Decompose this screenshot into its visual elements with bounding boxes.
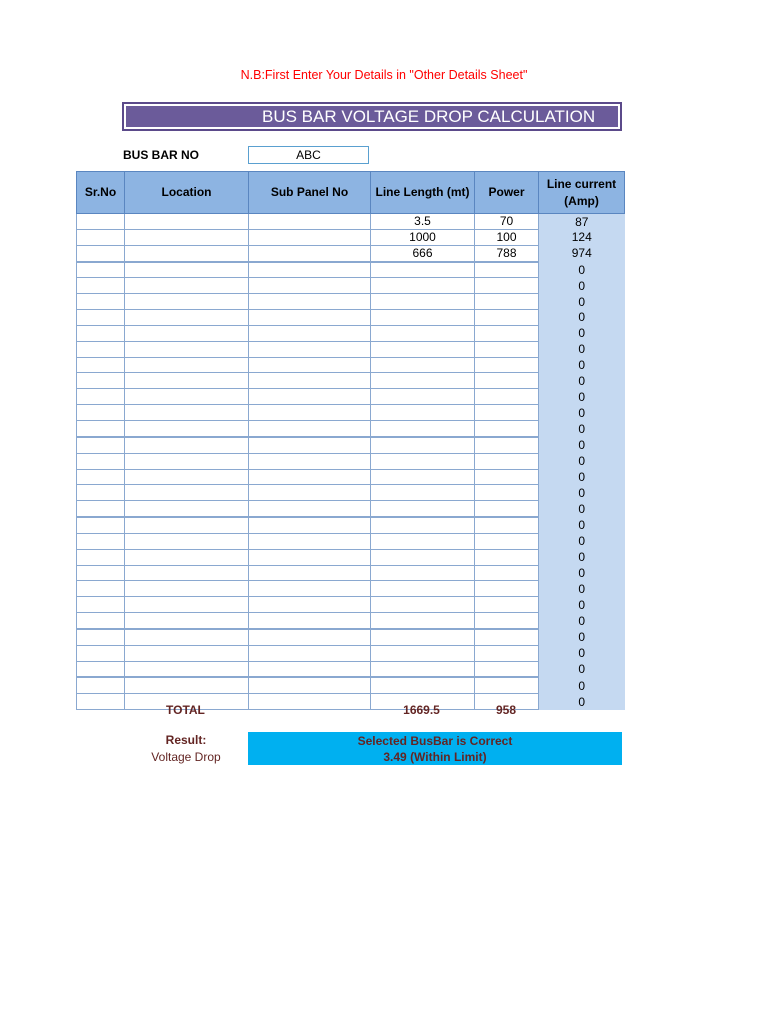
- cell-srno[interactable]: [77, 420, 125, 436]
- table-row: [77, 357, 625, 373]
- cell-line-length[interactable]: [371, 645, 475, 661]
- header-line-length: Line Length (mt): [371, 172, 475, 214]
- voltage-drop-label: Voltage Drop: [151, 750, 221, 764]
- cell-sub-panel-no[interactable]: [249, 501, 371, 517]
- cell-srno[interactable]: [77, 214, 125, 230]
- cell-location[interactable]: [125, 453, 249, 469]
- table-row: [77, 549, 625, 565]
- cell-line-current: 0: [539, 533, 625, 549]
- cell-srno[interactable]: [77, 485, 125, 501]
- cell-srno[interactable]: [77, 389, 125, 405]
- cell-srno[interactable]: [77, 229, 125, 245]
- header-location: Location: [125, 172, 249, 214]
- cell-line-current: 0: [539, 661, 625, 677]
- cell-sub-panel-no[interactable]: [249, 341, 371, 357]
- result-status: Selected BusBar is Correct: [357, 734, 513, 748]
- cell-line-current: 0: [539, 694, 625, 710]
- cell-line-length[interactable]: [371, 294, 475, 310]
- table-row: [77, 420, 625, 436]
- instruction-note: N.B:First Enter Your Details in "Other Details Sheet": [240, 68, 528, 82]
- table-row: [77, 677, 625, 693]
- cell-sub-panel-no[interactable]: [249, 549, 371, 565]
- cell-location[interactable]: [125, 389, 249, 405]
- cell-power[interactable]: [475, 629, 539, 645]
- cell-location[interactable]: [125, 661, 249, 677]
- cell-location[interactable]: [125, 677, 249, 693]
- cell-line-current: 0: [539, 677, 625, 693]
- table-header-row: [77, 172, 625, 214]
- cell-srno[interactable]: [77, 453, 125, 469]
- cell-line-current: 0: [539, 405, 625, 421]
- cell-line-length[interactable]: [371, 420, 475, 436]
- cell-srno[interactable]: [77, 694, 125, 710]
- cell-sub-panel-no[interactable]: [249, 565, 371, 581]
- sheet-title-banner: [122, 102, 622, 131]
- result-voltage-drop-value: 3.49 (Within Limit): [383, 750, 487, 764]
- table-row: [77, 373, 625, 389]
- cell-srno[interactable]: [77, 310, 125, 326]
- cell-power[interactable]: [475, 677, 539, 693]
- cell-line-current: 0: [539, 325, 625, 341]
- cell-line-current: 0: [539, 549, 625, 565]
- cell-srno[interactable]: [77, 245, 125, 261]
- cell-line-current: 0: [539, 294, 625, 310]
- cell-line-length[interactable]: [371, 597, 475, 613]
- cell-power[interactable]: [475, 453, 539, 469]
- cell-line-current: 0: [539, 357, 625, 373]
- cell-sub-panel-no[interactable]: [249, 453, 371, 469]
- cell-srno[interactable]: [77, 629, 125, 645]
- cell-power[interactable]: [475, 517, 539, 533]
- cell-power[interactable]: [475, 533, 539, 549]
- cell-sub-panel-no[interactable]: [249, 373, 371, 389]
- cell-srno[interactable]: [77, 581, 125, 597]
- cell-location[interactable]: [125, 597, 249, 613]
- cell-line-length[interactable]: [371, 613, 475, 629]
- bus-bar-no-input[interactable]: [248, 146, 369, 164]
- cell-line-length[interactable]: [371, 661, 475, 677]
- cell-location[interactable]: [125, 294, 249, 310]
- cell-line-current: 0: [539, 453, 625, 469]
- cell-line-length[interactable]: [371, 581, 475, 597]
- table-row: [77, 214, 625, 230]
- cell-srno[interactable]: [77, 549, 125, 565]
- header-line-current-title: Line current: [546, 176, 617, 191]
- cell-location[interactable]: [125, 341, 249, 357]
- cell-sub-panel-no[interactable]: [249, 245, 371, 261]
- table-row: [77, 310, 625, 326]
- cell-line-current: 0: [539, 278, 625, 294]
- cell-sub-panel-no[interactable]: [249, 389, 371, 405]
- table-row: [77, 389, 625, 405]
- cell-line-current: 0: [539, 597, 625, 613]
- cell-line-current: 0: [539, 469, 625, 485]
- cell-power[interactable]: [475, 357, 539, 373]
- result-label: [124, 732, 248, 766]
- cell-location[interactable]: [125, 501, 249, 517]
- header-line-current-unit: (Amp): [564, 193, 599, 208]
- cell-location[interactable]: [125, 405, 249, 421]
- cell-location[interactable]: [125, 437, 249, 453]
- cell-line-length[interactable]: [371, 357, 475, 373]
- cell-srno[interactable]: [77, 278, 125, 294]
- result-box: [248, 732, 622, 765]
- cell-power[interactable]: [475, 549, 539, 565]
- table-row: [77, 437, 625, 453]
- table-row: [77, 278, 625, 294]
- table-row: [77, 485, 625, 501]
- cell-power[interactable]: [475, 613, 539, 629]
- cell-power[interactable]: [475, 645, 539, 661]
- cell-sub-panel-no[interactable]: [249, 694, 371, 710]
- cell-line-length[interactable]: 3.5: [371, 214, 475, 230]
- cell-sub-panel-no[interactable]: [249, 485, 371, 501]
- cell-srno[interactable]: [77, 677, 125, 693]
- cell-location[interactable]: [125, 485, 249, 501]
- cell-line-current: 0: [539, 341, 625, 357]
- cell-line-current: 0: [539, 501, 625, 517]
- table-row: [77, 405, 625, 421]
- header-power: Power: [475, 172, 539, 214]
- cell-line-current: 87: [539, 214, 625, 230]
- cell-srno[interactable]: [77, 613, 125, 629]
- cell-line-current: 0: [539, 262, 625, 278]
- cell-line-current: 0: [539, 581, 625, 597]
- cell-sub-panel-no[interactable]: [249, 597, 371, 613]
- table-row: [77, 229, 625, 245]
- table-row: [77, 694, 625, 710]
- table-row: [77, 517, 625, 533]
- cell-line-length[interactable]: [371, 485, 475, 501]
- cell-line-current: 124: [539, 229, 625, 245]
- cell-sub-panel-no[interactable]: [249, 613, 371, 629]
- cell-line-length[interactable]: [371, 549, 475, 565]
- sheet-title: BUS BAR VOLTAGE DROP CALCULATION: [126, 106, 618, 127]
- cell-line-length[interactable]: [371, 262, 475, 278]
- cell-line-length[interactable]: [371, 373, 475, 389]
- cell-line-current: 0: [539, 613, 625, 629]
- table-row: [77, 645, 625, 661]
- cell-line-current: 0: [539, 310, 625, 326]
- cell-line-length[interactable]: [371, 565, 475, 581]
- cell-location[interactable]: [125, 373, 249, 389]
- cell-power[interactable]: [475, 310, 539, 326]
- total-power: 958: [495, 703, 517, 717]
- cell-srno[interactable]: [77, 565, 125, 581]
- cell-line-length[interactable]: [371, 437, 475, 453]
- cell-line-current: 0: [539, 629, 625, 645]
- cell-sub-panel-no[interactable]: [249, 437, 371, 453]
- cell-line-length[interactable]: [371, 325, 475, 341]
- cell-location[interactable]: [125, 245, 249, 261]
- cell-line-length[interactable]: [371, 278, 475, 294]
- cell-line-current: 0: [539, 645, 625, 661]
- cell-line-current: 0: [539, 517, 625, 533]
- cell-location[interactable]: [125, 565, 249, 581]
- cell-sub-panel-no[interactable]: [249, 357, 371, 373]
- cell-power[interactable]: 788: [475, 245, 539, 261]
- cell-sub-panel-no[interactable]: [249, 405, 371, 421]
- cell-line-length[interactable]: [371, 341, 475, 357]
- cell-line-current: 0: [539, 420, 625, 436]
- cell-sub-panel-no[interactable]: [249, 469, 371, 485]
- cell-sub-panel-no[interactable]: [249, 229, 371, 245]
- cell-power[interactable]: 100: [475, 229, 539, 245]
- cell-srno[interactable]: [77, 357, 125, 373]
- table-row: [77, 565, 625, 581]
- table-row: [77, 661, 625, 677]
- cell-line-current: 974: [539, 245, 625, 261]
- cell-power[interactable]: [475, 373, 539, 389]
- total-label: TOTAL: [166, 703, 205, 717]
- cell-sub-panel-no[interactable]: [249, 294, 371, 310]
- cell-line-current: 0: [539, 437, 625, 453]
- table-row: [77, 325, 625, 341]
- cell-power[interactable]: [475, 469, 539, 485]
- cell-srno[interactable]: [77, 469, 125, 485]
- cell-line-length[interactable]: [371, 310, 475, 326]
- cell-sub-panel-no[interactable]: [249, 262, 371, 278]
- table-row: [77, 613, 625, 629]
- cell-power[interactable]: [475, 485, 539, 501]
- cell-srno[interactable]: [77, 373, 125, 389]
- cell-sub-panel-no[interactable]: [249, 533, 371, 549]
- cell-power[interactable]: [475, 437, 539, 453]
- cell-location[interactable]: [125, 310, 249, 326]
- table-row: [77, 294, 625, 310]
- cell-power[interactable]: [475, 262, 539, 278]
- header-sub-panel-no: Sub Panel No: [249, 172, 371, 214]
- cell-power[interactable]: [475, 325, 539, 341]
- cell-line-length[interactable]: [371, 501, 475, 517]
- cell-power[interactable]: [475, 389, 539, 405]
- cell-power[interactable]: [475, 294, 539, 310]
- table-row: [77, 469, 625, 485]
- cell-line-length[interactable]: [371, 453, 475, 469]
- cell-location[interactable]: [125, 262, 249, 278]
- cell-line-length[interactable]: [371, 405, 475, 421]
- table-row: [77, 629, 625, 645]
- cell-power[interactable]: [475, 565, 539, 581]
- table-row: [77, 262, 625, 278]
- cell-line-length[interactable]: [371, 517, 475, 533]
- cell-srno[interactable]: [77, 661, 125, 677]
- total-line-length: 1669.5: [403, 703, 440, 717]
- cell-line-length[interactable]: [371, 389, 475, 405]
- cell-sub-panel-no[interactable]: [249, 214, 371, 230]
- header-line-current: [539, 172, 625, 214]
- cell-line-current: 0: [539, 373, 625, 389]
- cell-location[interactable]: [125, 214, 249, 230]
- cell-line-current: 0: [539, 485, 625, 501]
- cell-srno[interactable]: [77, 294, 125, 310]
- cell-line-current: 0: [539, 389, 625, 405]
- cell-location[interactable]: [125, 229, 249, 245]
- calculation-table: [76, 171, 625, 710]
- cell-power[interactable]: [475, 405, 539, 421]
- cell-location[interactable]: [125, 645, 249, 661]
- table-row: [77, 341, 625, 357]
- table-row: [77, 597, 625, 613]
- table-row: [77, 533, 625, 549]
- cell-sub-panel-no[interactable]: [249, 420, 371, 436]
- cell-srno[interactable]: [77, 533, 125, 549]
- cell-srno[interactable]: [77, 262, 125, 278]
- cell-power[interactable]: [475, 581, 539, 597]
- cell-sub-panel-no[interactable]: [249, 645, 371, 661]
- cell-line-length[interactable]: [371, 469, 475, 485]
- cell-line-current: 0: [539, 565, 625, 581]
- cell-location[interactable]: [125, 325, 249, 341]
- cell-line-length[interactable]: 1000: [371, 229, 475, 245]
- cell-srno[interactable]: [77, 325, 125, 341]
- cell-srno[interactable]: [77, 437, 125, 453]
- bus-bar-no-label: BUS BAR NO: [123, 148, 200, 162]
- cell-srno[interactable]: [77, 501, 125, 517]
- cell-sub-panel-no[interactable]: [249, 325, 371, 341]
- cell-location[interactable]: [125, 533, 249, 549]
- header-srno: Sr.No: [77, 172, 125, 214]
- cell-line-length[interactable]: 666: [371, 245, 475, 261]
- cell-location[interactable]: [125, 278, 249, 294]
- cell-location[interactable]: [125, 357, 249, 373]
- cell-power[interactable]: [475, 278, 539, 294]
- cell-power[interactable]: [475, 341, 539, 357]
- cell-sub-panel-no[interactable]: [249, 629, 371, 645]
- table-row: [77, 581, 625, 597]
- table-row: [77, 453, 625, 469]
- cell-line-length[interactable]: [371, 677, 475, 693]
- cell-sub-panel-no[interactable]: [249, 278, 371, 294]
- cell-line-length[interactable]: [371, 533, 475, 549]
- table-row: [77, 245, 625, 261]
- cell-location[interactable]: [125, 613, 249, 629]
- cell-power[interactable]: [475, 597, 539, 613]
- cell-sub-panel-no[interactable]: [249, 661, 371, 677]
- cell-srno[interactable]: [77, 341, 125, 357]
- cell-location[interactable]: [125, 629, 249, 645]
- cell-sub-panel-no[interactable]: [249, 517, 371, 533]
- cell-location[interactable]: [125, 581, 249, 597]
- cell-location[interactable]: [125, 517, 249, 533]
- table-row: [77, 501, 625, 517]
- result-heading: Result:: [165, 733, 207, 747]
- cell-srno[interactable]: [77, 597, 125, 613]
- cell-sub-panel-no[interactable]: [249, 310, 371, 326]
- cell-location[interactable]: [125, 469, 249, 485]
- cell-sub-panel-no[interactable]: [249, 677, 371, 693]
- cell-location[interactable]: [125, 549, 249, 565]
- cell-power[interactable]: [475, 501, 539, 517]
- cell-power[interactable]: [475, 420, 539, 436]
- cell-srno[interactable]: [77, 645, 125, 661]
- cell-location[interactable]: [125, 420, 249, 436]
- cell-power[interactable]: 70: [475, 214, 539, 230]
- cell-power[interactable]: [475, 661, 539, 677]
- cell-sub-panel-no[interactable]: [249, 581, 371, 597]
- cell-srno[interactable]: [77, 517, 125, 533]
- cell-line-length[interactable]: [371, 629, 475, 645]
- cell-srno[interactable]: [77, 405, 125, 421]
